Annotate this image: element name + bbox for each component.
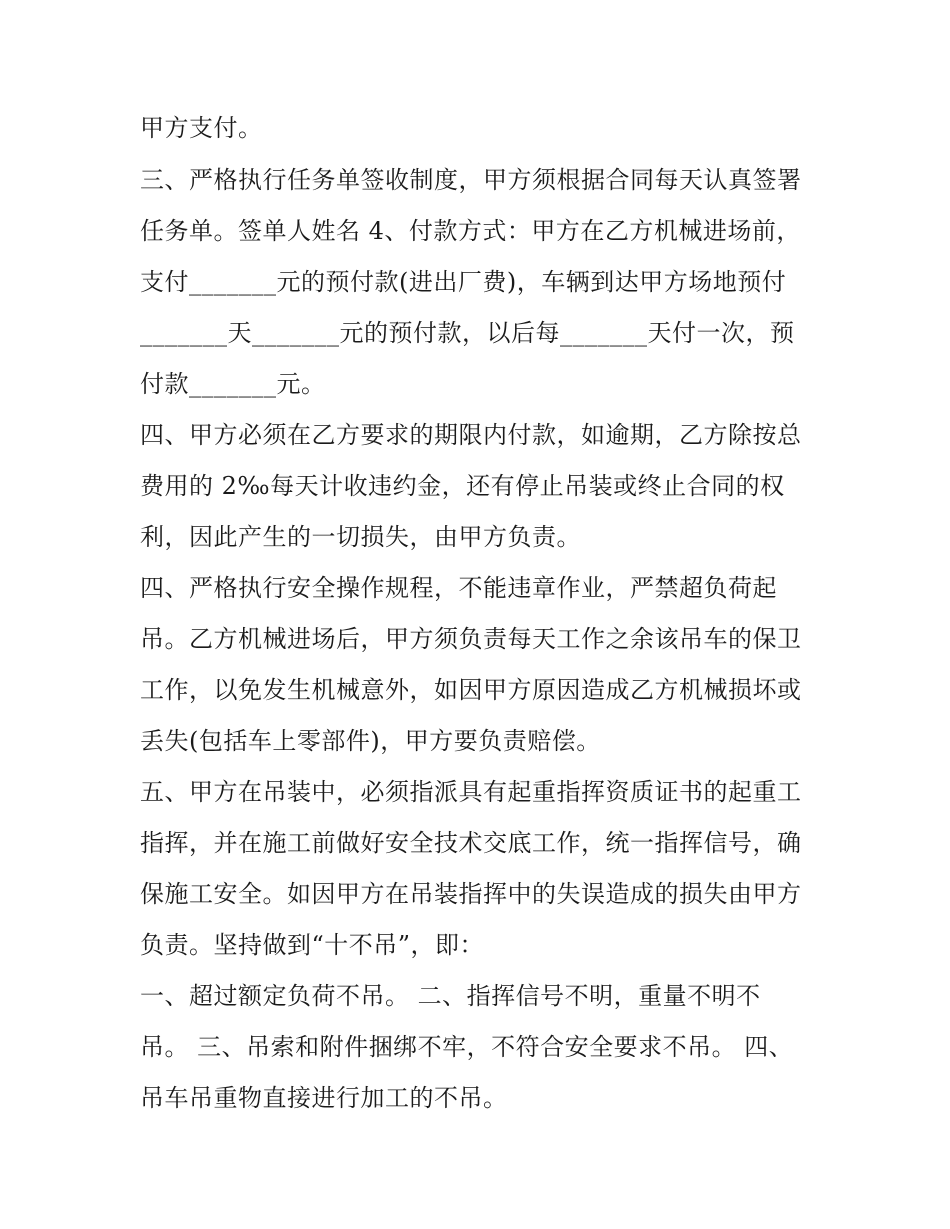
text-line: 吊车吊重物直接进行加工的不吊。 <box>140 1084 508 1112</box>
text-line: 付款_______元。 <box>140 370 326 398</box>
text-line: 指挥，并在施工前做好安全技术交底工作，统一指挥信号，确 <box>140 829 802 857</box>
text-line: 丢失(包括车上零部件)，甲方要负责赔偿。 <box>140 727 601 755</box>
text-line: 四、严格执行安全操作规程，不能违章作业，严禁超负荷起 <box>140 574 777 602</box>
text-line: 负责。坚持做到“十不吊”，即： <box>140 931 485 959</box>
text-line: 吊。 三、吊索和附件捆绑不牢，不符合安全要求不吊。 四、 <box>140 1033 794 1061</box>
text-line: 三、严格执行任务单签收制度，甲方须根据合同每天认真签署 <box>140 166 802 194</box>
text-line: 费用的 2‰每天计收违约金，还有停止吊装或终止合同的权 <box>140 472 785 500</box>
text-line: 保施工安全。如因甲方在吊装指挥中的失误造成的损失由甲方 <box>140 880 802 908</box>
text-line: 支付_______元的预付款(进出厂费)，车辆到达甲方场地预付 <box>140 268 787 296</box>
text-line: 吊。乙方机械进场后，甲方须负责每天工作之余该吊车的保卫 <box>140 625 802 653</box>
text-line: 任务单。签单人姓名 4、付款方式：甲方在乙方机械进场前， <box>140 217 801 245</box>
text-line: 四、甲方必须在乙方要求的期限内付款，如逾期，乙方除按总 <box>140 421 802 449</box>
text-line: _______天_______元的预付款，以后每_______天付一次，预 <box>140 319 795 347</box>
text-line: 利，因此产生的一切损失，由甲方负责。 <box>140 523 581 551</box>
text-line: 甲方支付。 <box>140 114 263 142</box>
text-line: 五、甲方在吊装中，必须指派具有起重指挥资质证书的起重工 <box>140 778 802 806</box>
text-line: 一、超过额定负荷不吊。 二、指挥信号不明，重量不明不 <box>140 982 761 1010</box>
text-line: 工作，以免发生机械意外，如因甲方原因造成乙方机械损坏或 <box>140 676 802 704</box>
